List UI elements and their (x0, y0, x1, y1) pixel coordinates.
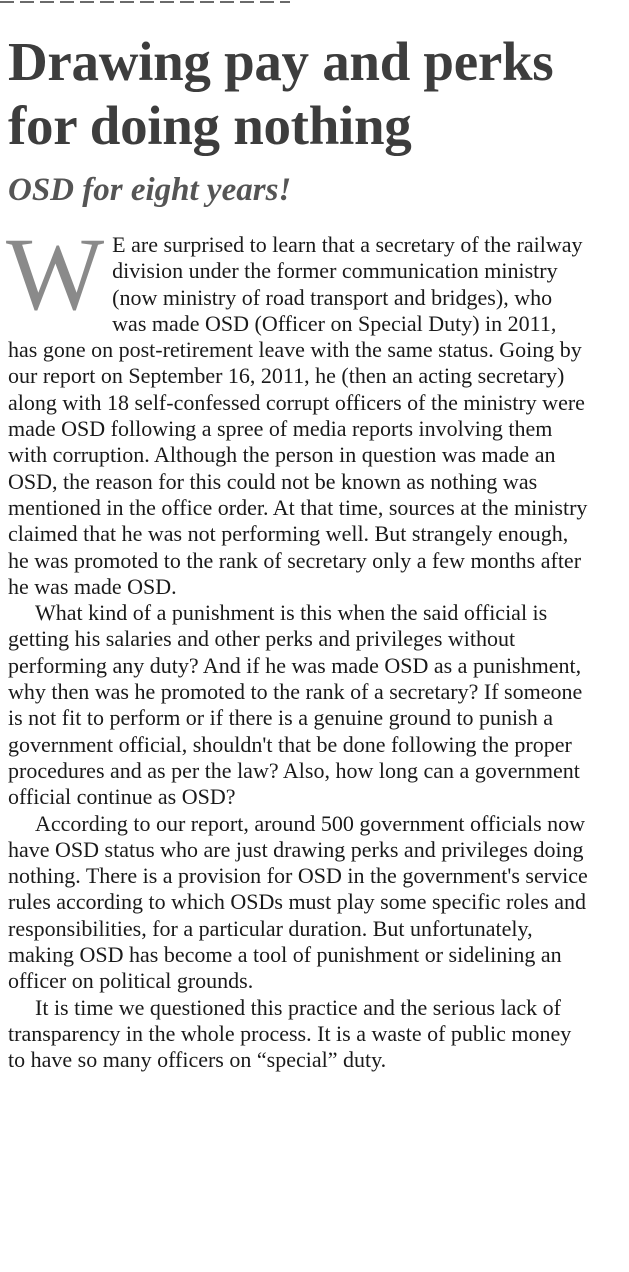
paragraph-1-text: E are surprised to learn that a secretary of the railway division under the former communication ministry (now ministry of road transport and bridges), who was made OSD (Officer on Special Duty) in 2011, has gone on post-retirement leave with the same status. Going by our report on September 16, 2011, he (then an acting secretary) along with 18 self-confessed corrupt officers of the ministry were made OSD following a spree of media reports involving them with corruption. Although the person in question was made an OSD, the reason for this could not be known as nothing was mentioned in the office order. At that time, sources at the ministry claimed that he was not performing well. But strangely enough, he was promoted to the rank of secretary only a few months after he was made OSD. (8, 232, 588, 599)
paragraph-4: It is time we questioned this practice and the serious lack of transparency in the whole process. It is a waste of public money to have so many officers on “special” duty. (8, 994, 572, 1073)
top-dashed-rule (0, 0, 290, 4)
subheadline: OSD for eight years! (8, 172, 292, 208)
headline: Drawing pay and perks for doing nothing (8, 31, 554, 156)
article-body (6, 217, 590, 1074)
drop-cap: W (6, 217, 105, 332)
editorial-article (8, 30, 590, 1074)
paragraph-3: According to our report, around 500 government officials now have OSD status who are just drawing perks and privileges doing nothing. There is a provision for OSD in the government's service rules according to which OSDs must play some specific roles and responsibilities, for a particular duration. But unfortunately, making OSD has become a tool of punishment or sidelining an officer on political grounds. (8, 810, 588, 994)
paragraph-2: What kind of a punishment is this when the said official is getting his salaries and other perks and privileges without performing any duty? And if he was made OSD as a punishment, why then was he promoted to the rank of a secretary? If someone is not fit to perform or if there is a genuine ground to punish a government official, shouldn't that be done following the proper procedures and as per the law? Also, how long can a government official continue as OSD? (8, 600, 583, 810)
paragraph-1 (6, 217, 590, 600)
